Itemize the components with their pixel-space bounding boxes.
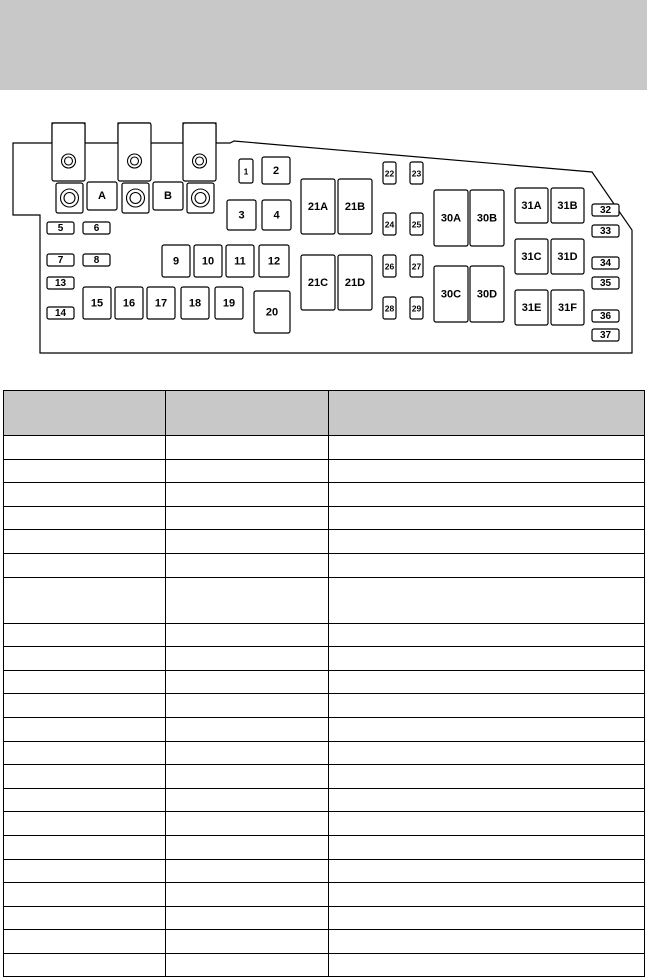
fuse-label: 31D — [557, 251, 578, 263]
table-row — [4, 883, 645, 907]
table-cell — [4, 530, 166, 554]
table-cell — [329, 553, 645, 577]
fuse-label: 7 — [57, 255, 64, 266]
table-cell — [166, 741, 329, 765]
table-row — [4, 788, 645, 812]
table-row — [4, 436, 645, 460]
table-cell — [166, 717, 329, 741]
fuse-label: 24 — [384, 219, 395, 230]
table-cell — [166, 577, 329, 623]
bolt-terminal — [118, 123, 151, 181]
table-row — [4, 647, 645, 671]
fuse-label: 11 — [234, 255, 246, 268]
table-row — [4, 670, 645, 694]
table-cell — [166, 647, 329, 671]
table-row — [4, 506, 645, 530]
fuse-label: 18 — [188, 297, 202, 310]
fuse-label: 21D — [344, 277, 366, 289]
fuse-label: 15 — [90, 297, 104, 310]
table-cell — [4, 741, 166, 765]
fuse-label: 17 — [154, 297, 168, 310]
fuse-label: 1 — [243, 166, 249, 177]
table-cell — [329, 765, 645, 789]
column-header — [166, 391, 329, 436]
fuse-label: 36 — [599, 311, 612, 322]
header-banner — [0, 0, 647, 90]
table-cell — [4, 670, 166, 694]
table-cell — [329, 717, 645, 741]
fuse-label: 2 — [272, 165, 280, 177]
table-cell — [4, 859, 166, 883]
table-cell — [4, 483, 166, 507]
table-cell — [329, 788, 645, 812]
bolt-terminal — [183, 123, 216, 181]
fuse-label: 16 — [122, 297, 136, 310]
fuse-label: 30D — [476, 288, 498, 301]
fuse-label: 5 — [57, 223, 64, 234]
fuse-label: 28 — [384, 303, 395, 314]
table-cell — [166, 483, 329, 507]
table-row — [4, 553, 645, 577]
table-row — [4, 812, 645, 836]
table-row — [4, 694, 645, 718]
fuse-label: 30B — [476, 212, 498, 225]
table-cell — [4, 577, 166, 623]
fuse-label: 26 — [384, 261, 395, 272]
nut-icon — [195, 193, 206, 204]
fuse-label: 4 — [273, 209, 280, 222]
table-cell — [329, 812, 645, 836]
column-header — [329, 391, 645, 436]
fuse-label: 20 — [265, 306, 279, 319]
table-cell — [166, 623, 329, 647]
table-cell — [4, 647, 166, 671]
fuse-label: 6 — [93, 223, 100, 234]
table-cell — [329, 835, 645, 859]
fuse-label: 31C — [521, 251, 542, 263]
table-cell — [4, 883, 166, 907]
fuse-label: 30C — [440, 288, 462, 301]
fuse-label: 35 — [599, 278, 612, 289]
table-row — [4, 930, 645, 954]
table-cell — [329, 577, 645, 623]
table-cell — [329, 883, 645, 907]
table-row — [4, 765, 645, 789]
table-cell — [329, 530, 645, 554]
table-cell — [166, 670, 329, 694]
fuse-label: 27 — [411, 261, 422, 272]
table-cell — [329, 506, 645, 530]
table-row — [4, 483, 645, 507]
fuse-label: 14 — [54, 308, 67, 319]
table-cell — [166, 953, 329, 977]
table-cell — [329, 623, 645, 647]
fuse-label: 12 — [267, 255, 281, 268]
table-row — [4, 859, 645, 883]
fuse-label: 34 — [599, 258, 612, 269]
fuse-label: 31F — [558, 302, 577, 314]
relay-label: A — [98, 190, 106, 202]
fuse-label: 30A — [440, 212, 462, 225]
fuse-label: 13 — [54, 278, 67, 289]
table-cell — [4, 953, 166, 977]
table-cell — [329, 436, 645, 460]
table-cell — [4, 459, 166, 483]
table-cell — [4, 717, 166, 741]
table-cell — [166, 506, 329, 530]
table-row — [4, 741, 645, 765]
table-cell — [4, 553, 166, 577]
table-cell — [329, 694, 645, 718]
fuse-label: 19 — [222, 297, 236, 310]
bolt-icon — [196, 157, 204, 165]
table-cell — [166, 436, 329, 460]
table-row — [4, 530, 645, 554]
table-cell — [4, 812, 166, 836]
fuse-label: 21C — [307, 277, 329, 289]
table-header-row — [4, 391, 645, 436]
table-cell — [329, 906, 645, 930]
fuse-box-diagram — [0, 110, 647, 370]
bolt-icon — [131, 157, 139, 165]
table-cell — [166, 835, 329, 859]
table-cell — [4, 623, 166, 647]
fuse-label: 25 — [411, 219, 422, 230]
table-cell — [4, 694, 166, 718]
fuse-label: 22 — [384, 168, 395, 179]
fuse-label: 23 — [411, 168, 422, 179]
fuse-label: 33 — [599, 226, 612, 237]
table-cell — [166, 530, 329, 554]
table-cell — [166, 906, 329, 930]
table-row — [4, 953, 645, 977]
table-cell — [4, 436, 166, 460]
table-cell — [166, 765, 329, 789]
table-cell — [4, 788, 166, 812]
table-cell — [329, 483, 645, 507]
table-cell — [329, 953, 645, 977]
fuse-label: 10 — [201, 255, 215, 268]
fuse-label: 9 — [172, 255, 180, 268]
table-cell — [4, 930, 166, 954]
nut-icon — [130, 193, 141, 204]
fuse-label: 32 — [599, 205, 612, 216]
table-row — [4, 459, 645, 483]
nut-icon — [64, 193, 75, 204]
fuse-label: 3 — [238, 209, 245, 222]
fuse-label: 31B — [557, 200, 578, 212]
fuse-label: 8 — [93, 255, 100, 266]
table-cell — [166, 459, 329, 483]
table-cell — [329, 459, 645, 483]
fuse-label: 21B — [344, 201, 366, 213]
table-row — [4, 623, 645, 647]
fuse-label: 31A — [521, 200, 542, 212]
table-row — [4, 906, 645, 930]
table-cell — [329, 930, 645, 954]
column-header — [4, 391, 166, 436]
relay-label: B — [164, 190, 172, 202]
table-cell — [166, 812, 329, 836]
table-row — [4, 577, 645, 623]
table-cell — [166, 883, 329, 907]
fuse-label: 29 — [411, 303, 422, 314]
table-cell — [329, 859, 645, 883]
table-cell — [166, 859, 329, 883]
fuse-table — [3, 390, 645, 977]
table-row — [4, 717, 645, 741]
table-cell — [166, 930, 329, 954]
table-cell — [329, 647, 645, 671]
table-cell — [166, 788, 329, 812]
table-cell — [4, 506, 166, 530]
table-row — [4, 835, 645, 859]
fuse-label: 21A — [307, 201, 329, 213]
table-cell — [166, 553, 329, 577]
fuse-label: 31E — [521, 302, 542, 314]
table-cell — [4, 765, 166, 789]
table-cell — [329, 670, 645, 694]
fuse-label: 37 — [599, 330, 612, 341]
table-cell — [329, 741, 645, 765]
table-cell — [4, 906, 166, 930]
table-cell — [4, 835, 166, 859]
bolt-terminal — [52, 123, 85, 181]
table-cell — [166, 694, 329, 718]
bolt-icon — [65, 157, 73, 165]
